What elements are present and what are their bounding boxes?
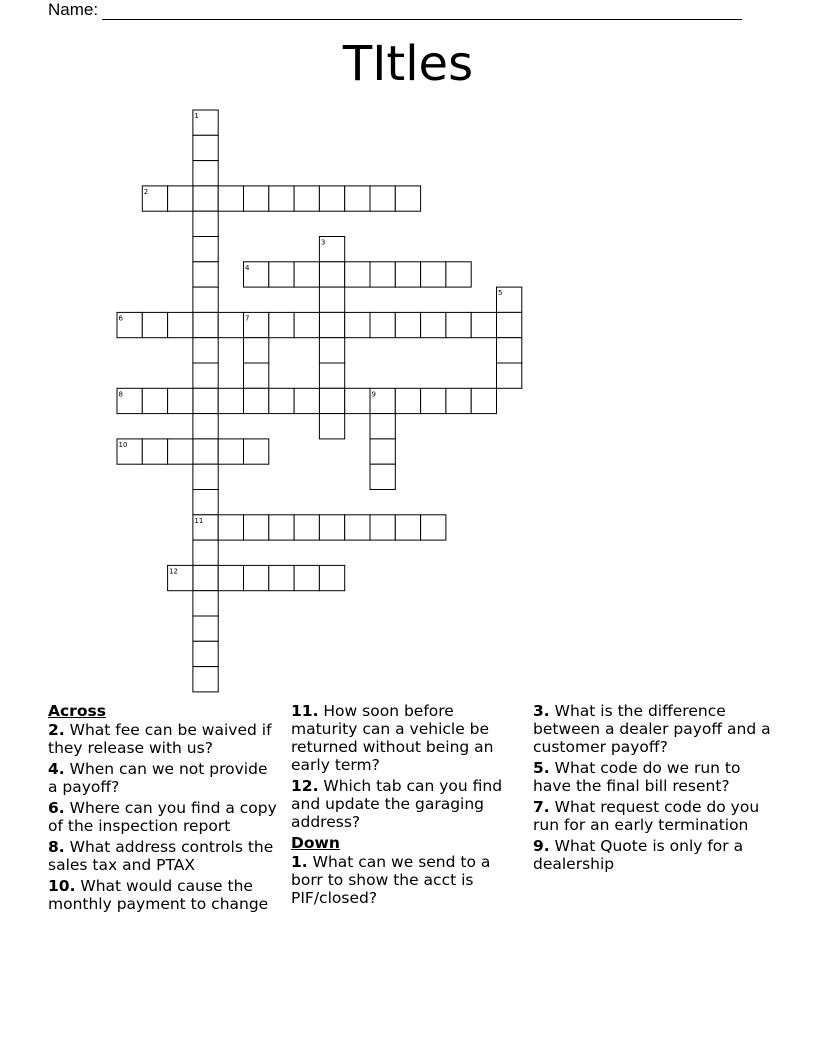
clue-number: 11. — [291, 702, 319, 720]
grid-cell[interactable] — [193, 211, 218, 236]
clue-down-3 — [533, 702, 773, 756]
grid-cell[interactable] — [244, 515, 269, 540]
clue-number: 5. — [533, 759, 550, 777]
clue-text: What can we send to a borr to show the acct is PIF/closed? — [291, 853, 491, 907]
grid-cell[interactable] — [193, 439, 218, 464]
grid-cell[interactable] — [345, 262, 370, 287]
grid-cell[interactable] — [319, 414, 344, 439]
cell-number: 11 — [194, 516, 204, 525]
clue-number: 8. — [48, 838, 65, 856]
grid-cell[interactable] — [446, 312, 471, 337]
grid-cell[interactable] — [193, 338, 218, 363]
clue-text: What fee can be waived if they release with us? — [48, 721, 272, 757]
grid-cell[interactable] — [168, 388, 193, 413]
cell-number: 2 — [143, 187, 149, 196]
grid-cell[interactable] — [193, 135, 218, 160]
grid-cell[interactable] — [193, 186, 218, 211]
grid-cell[interactable] — [370, 186, 395, 211]
grid-cell[interactable] — [497, 363, 522, 388]
grid-cell[interactable] — [193, 262, 218, 287]
clues-column-1 — [48, 702, 280, 916]
clue-number: 1. — [291, 853, 308, 871]
grid-cell[interactable] — [244, 565, 269, 590]
grid-cell[interactable] — [294, 262, 319, 287]
grid-cell[interactable] — [370, 388, 395, 413]
grid-cell[interactable] — [193, 287, 218, 312]
clue-text: When can we not provide a payoff? — [48, 760, 268, 796]
grid-cell[interactable] — [142, 186, 167, 211]
clue-text: What address controls the sales tax and PTAX — [48, 838, 274, 874]
clues-column-2 — [291, 702, 521, 910]
grid-cell[interactable] — [345, 515, 370, 540]
clue-number: 10. — [48, 877, 76, 895]
grid-cell[interactable] — [370, 439, 395, 464]
grid-cell[interactable] — [345, 388, 370, 413]
grid-cell[interactable] — [117, 439, 142, 464]
clue-text: What would cause the monthly payment to change — [48, 877, 269, 913]
grid-cell[interactable] — [168, 565, 193, 590]
grid-cell[interactable] — [218, 186, 243, 211]
clue-text: Which tab can you find and update the garaging address? — [291, 777, 503, 831]
grid-cell[interactable] — [142, 439, 167, 464]
grid-cell[interactable] — [193, 641, 218, 666]
cell-number: 7 — [245, 314, 250, 323]
grid-cell[interactable] — [193, 363, 218, 388]
grid-cell[interactable] — [193, 414, 218, 439]
grid-cell[interactable] — [446, 388, 471, 413]
clue-across-10 — [48, 877, 280, 913]
grid-cell[interactable] — [244, 363, 269, 388]
grid-cell[interactable] — [193, 565, 218, 590]
grid-cell[interactable] — [319, 186, 344, 211]
grid-cell[interactable] — [421, 262, 446, 287]
clue-number: 7. — [533, 798, 550, 816]
grid-cell[interactable] — [497, 312, 522, 337]
grid-cell[interactable] — [395, 186, 420, 211]
cell-number: 3 — [320, 238, 326, 247]
grid-cell[interactable] — [319, 287, 344, 312]
grid-cell[interactable] — [370, 312, 395, 337]
grid-cell[interactable] — [117, 312, 142, 337]
grid-cell[interactable] — [244, 338, 269, 363]
grid-cell[interactable] — [319, 312, 344, 337]
grid-cell[interactable] — [421, 312, 446, 337]
clue-down-7 — [533, 798, 773, 834]
grid-cell[interactable] — [319, 363, 344, 388]
clue-text: Where can you find a copy of the inspection report — [48, 799, 277, 835]
name-label: Name: — [48, 0, 99, 19]
grid-cell[interactable] — [395, 515, 420, 540]
clues-column-3 — [533, 702, 773, 876]
cell-number: 10 — [118, 440, 128, 449]
grid-cell[interactable] — [168, 312, 193, 337]
grid-cell[interactable] — [370, 515, 395, 540]
cell-number: 6 — [118, 314, 123, 323]
grid-cell[interactable] — [294, 565, 319, 590]
grid-cell[interactable] — [244, 388, 269, 413]
page-title: TItles — [342, 36, 474, 92]
clue-down-1 — [291, 853, 521, 907]
grid-cell[interactable] — [218, 515, 243, 540]
grid-cell[interactable] — [395, 262, 420, 287]
grid-cell[interactable] — [218, 565, 243, 590]
clue-text: What request code do you run for an early termination — [533, 798, 760, 834]
grid-cell[interactable] — [319, 338, 344, 363]
clue-text: How soon before maturity can a vehicle be returned without being an early term? — [291, 702, 494, 774]
grid-cell[interactable] — [193, 490, 218, 515]
grid-cell[interactable] — [193, 515, 218, 540]
name-underline[interactable] — [102, 5, 742, 20]
clue-across-2 — [48, 721, 280, 757]
grid-cell[interactable] — [319, 388, 344, 413]
grid-cell[interactable] — [193, 161, 218, 186]
clue-number: 3. — [533, 702, 550, 720]
grid-cell[interactable] — [218, 439, 243, 464]
clue-text: What code do we run to have the final bill resent? — [533, 759, 741, 795]
grid-cell[interactable] — [319, 515, 344, 540]
cell-number: 8 — [118, 390, 123, 399]
grid-cell[interactable] — [471, 312, 496, 337]
grid-cell[interactable] — [319, 237, 344, 262]
grid-cell[interactable] — [193, 388, 218, 413]
grid-cell[interactable] — [269, 186, 294, 211]
grid-cell[interactable] — [319, 262, 344, 287]
grid-cell[interactable] — [370, 464, 395, 489]
grid-cell[interactable] — [345, 186, 370, 211]
grid-cell[interactable] — [294, 186, 319, 211]
grid-cell[interactable] — [193, 110, 218, 135]
grid-cell[interactable] — [294, 388, 319, 413]
cell-number: 1 — [194, 112, 199, 120]
grid-cell[interactable] — [193, 540, 218, 565]
grid-cell[interactable] — [269, 565, 294, 590]
grid-cell[interactable] — [269, 312, 294, 337]
clue-across-6 — [48, 799, 280, 835]
clue-across-11 — [291, 702, 521, 774]
grid-cell[interactable] — [168, 186, 193, 211]
cell-number: 4 — [245, 263, 250, 272]
grid-cell[interactable] — [294, 515, 319, 540]
grid-cell[interactable] — [269, 262, 294, 287]
clue-down-9 — [533, 837, 773, 873]
grid-cell[interactable] — [345, 312, 370, 337]
grid-cell[interactable] — [193, 667, 218, 692]
grid-cell[interactable] — [421, 388, 446, 413]
grid-cell[interactable] — [395, 312, 420, 337]
grid-cell[interactable] — [370, 262, 395, 287]
cell-number: 5 — [498, 289, 503, 298]
grid-cell[interactable] — [497, 338, 522, 363]
grid-cell[interactable] — [142, 312, 167, 337]
grid-cell[interactable] — [168, 439, 193, 464]
grid-cell[interactable] — [193, 464, 218, 489]
clue-number: 2. — [48, 721, 65, 739]
grid-cell[interactable] — [370, 414, 395, 439]
clue-across-12 — [291, 777, 521, 831]
grid-cell[interactable] — [395, 388, 420, 413]
grid-cell[interactable] — [117, 388, 142, 413]
across-heading: Across — [48, 702, 106, 720]
cell-number: 9 — [371, 390, 376, 399]
clue-number: 9. — [533, 837, 550, 855]
clue-number: 12. — [291, 777, 319, 795]
clue-across-4 — [48, 760, 280, 796]
cell-number: 12 — [169, 567, 179, 576]
clue-text: What Quote is only for a dealership — [533, 837, 744, 873]
clue-across-8 — [48, 838, 280, 874]
grid-cell[interactable] — [244, 262, 269, 287]
grid-cell[interactable] — [497, 287, 522, 312]
grid-cell[interactable] — [446, 262, 471, 287]
clue-number: 6. — [48, 799, 65, 817]
grid-cell[interactable] — [193, 591, 218, 616]
grid-cell[interactable] — [244, 439, 269, 464]
grid-cell[interactable] — [218, 312, 243, 337]
grid-cell[interactable] — [269, 388, 294, 413]
grid-cell[interactable] — [319, 565, 344, 590]
clue-down-5 — [533, 759, 773, 795]
grid-cell[interactable] — [193, 237, 218, 262]
clue-number: 4. — [48, 760, 65, 778]
name-field[interactable] — [48, 0, 742, 20]
clue-text: What is the difference between a dealer payoff and a customer payoff? — [533, 702, 771, 756]
grid-cell[interactable] — [244, 186, 269, 211]
grid-cell[interactable] — [142, 388, 167, 413]
grid-cell[interactable] — [244, 312, 269, 337]
grid-cell[interactable] — [218, 388, 243, 413]
grid-cell[interactable] — [193, 616, 218, 641]
grid-cell[interactable] — [269, 515, 294, 540]
grid-cell[interactable] — [471, 388, 496, 413]
grid-cell[interactable] — [193, 312, 218, 337]
grid-cell[interactable] — [421, 515, 446, 540]
grid-cell[interactable] — [294, 312, 319, 337]
down-heading: Down — [291, 834, 340, 852]
